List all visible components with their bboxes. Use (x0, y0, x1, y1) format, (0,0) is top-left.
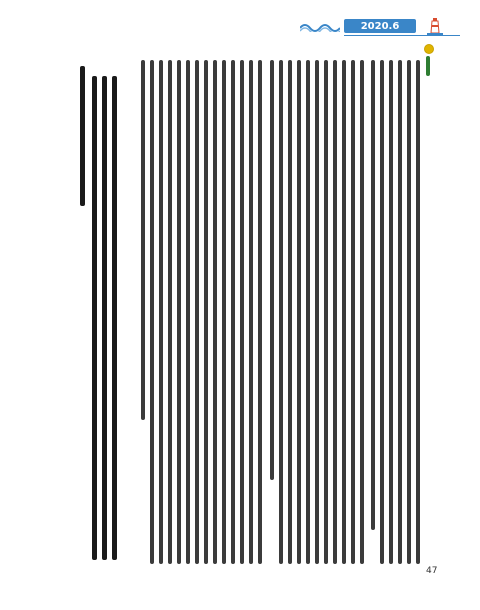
text-column (342, 60, 346, 564)
text-column (222, 60, 226, 564)
quote-text-column (112, 76, 117, 560)
text-column (240, 60, 244, 564)
quote-text-column (92, 76, 97, 560)
text-column (249, 60, 253, 564)
text-column (159, 60, 163, 564)
text-column (288, 60, 292, 564)
text-column (297, 60, 301, 564)
masthead (300, 18, 460, 34)
text-column (168, 60, 172, 564)
wave-icon (300, 20, 340, 32)
section-heading-column (426, 56, 430, 76)
text-column (141, 60, 145, 420)
text-column (398, 60, 402, 564)
text-column (351, 60, 355, 564)
text-column (371, 60, 375, 530)
text-column (416, 60, 420, 564)
text-column (204, 60, 208, 564)
text-column (258, 60, 262, 564)
text-column (270, 60, 274, 480)
text-column (306, 60, 310, 564)
article-body (60, 56, 432, 570)
text-column (279, 60, 283, 564)
text-column (407, 60, 411, 564)
text-column (380, 60, 384, 564)
text-column (389, 60, 393, 564)
text-column (360, 60, 364, 564)
text-column (177, 60, 181, 564)
quote-text-column (80, 66, 85, 206)
lighthouse-icon (424, 16, 446, 36)
header-rule (344, 35, 460, 36)
issue-badge (344, 19, 416, 33)
section-bullet-icon (424, 44, 434, 54)
text-column (333, 60, 337, 564)
text-column (150, 60, 154, 564)
page-number: 47 (426, 566, 438, 576)
text-column (315, 60, 319, 564)
text-column (195, 60, 199, 564)
issue-label: 2020.6 (360, 20, 400, 32)
text-column (186, 60, 190, 564)
quote-text-column (102, 76, 107, 560)
text-column (231, 60, 235, 564)
text-column (213, 60, 217, 564)
text-column (324, 60, 328, 564)
